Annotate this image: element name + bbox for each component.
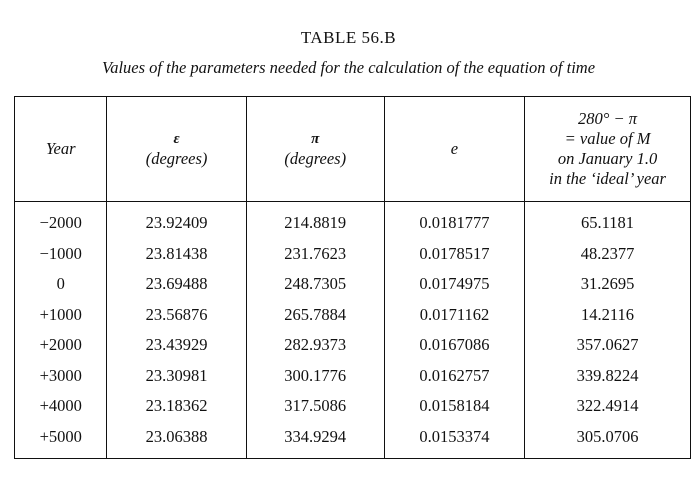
header-row xyxy=(15,97,691,202)
cell-obliquity: 23.92409 xyxy=(107,202,246,239)
table-row xyxy=(15,330,691,361)
table-row xyxy=(15,422,691,459)
header-epsilon-symbol: ε xyxy=(173,131,180,147)
table-title: TABLE 56.B xyxy=(300,28,397,47)
header-mean-anomaly xyxy=(525,97,691,202)
cell-year: +1000 xyxy=(15,300,107,331)
cell-mean-anomaly: 31.2695 xyxy=(525,269,691,300)
cell-obliquity: 23.06388 xyxy=(107,422,246,459)
cell-eccentricity: 0.0171162 xyxy=(384,300,524,331)
cell-obliquity: 23.81438 xyxy=(107,239,246,270)
header-year xyxy=(15,97,107,202)
table-row xyxy=(15,361,691,392)
header-m-line1: 280° − π xyxy=(578,109,638,128)
cell-obliquity: 23.30981 xyxy=(107,361,246,392)
cell-mean-anomaly: 322.4914 xyxy=(525,391,691,422)
header-pi-unit: (degrees) xyxy=(284,149,347,168)
cell-eccentricity: 0.0162757 xyxy=(384,361,524,392)
cell-year: +4000 xyxy=(15,391,107,422)
cell-mean-anomaly: 14.2116 xyxy=(525,300,691,331)
header-m-line3: on January 1.0 xyxy=(557,149,658,168)
header-obliquity xyxy=(107,97,246,202)
cell-year: 0 xyxy=(15,269,107,300)
cell-eccentricity: 0.0178517 xyxy=(384,239,524,270)
header-year-label: Year xyxy=(45,139,76,158)
table-row xyxy=(15,269,691,300)
cell-eccentricity: 0.0158184 xyxy=(384,391,524,422)
cell-eccentricity: 0.0153374 xyxy=(384,422,524,459)
parameters-table xyxy=(14,96,691,459)
header-m-line2: = value of M xyxy=(564,129,651,148)
cell-obliquity: 23.43929 xyxy=(107,330,246,361)
cell-perihelion: 334.9294 xyxy=(246,422,384,459)
header-e-label: e xyxy=(450,139,459,158)
cell-perihelion: 282.9373 xyxy=(246,330,384,361)
cell-eccentricity: 0.0174975 xyxy=(384,269,524,300)
cell-obliquity: 23.18362 xyxy=(107,391,246,422)
table-row xyxy=(15,202,691,239)
cell-year: −2000 xyxy=(15,202,107,239)
cell-mean-anomaly: 339.8224 xyxy=(525,361,691,392)
cell-mean-anomaly: 357.0627 xyxy=(525,330,691,361)
cell-year: −1000 xyxy=(15,239,107,270)
cell-year: +3000 xyxy=(15,361,107,392)
cell-year: +2000 xyxy=(15,330,107,361)
cell-obliquity: 23.69488 xyxy=(107,269,246,300)
header-epsilon-unit: (degrees) xyxy=(145,149,208,168)
header-perihelion xyxy=(246,97,384,202)
header-eccentricity xyxy=(384,97,524,202)
header-pi-symbol: π xyxy=(311,131,320,147)
cell-eccentricity: 0.0181777 xyxy=(384,202,524,239)
cell-perihelion: 214.8819 xyxy=(246,202,384,239)
cell-eccentricity: 0.0167086 xyxy=(384,330,524,361)
cell-mean-anomaly: 305.0706 xyxy=(525,422,691,459)
cell-year: +5000 xyxy=(15,422,107,459)
table-row xyxy=(15,239,691,270)
cell-perihelion: 317.5086 xyxy=(246,391,384,422)
table-row xyxy=(15,300,691,331)
table-caption: Values of the parameters needed for the calculation of the equation of time xyxy=(101,58,596,77)
cell-perihelion: 248.7305 xyxy=(246,269,384,300)
cell-perihelion: 231.7623 xyxy=(246,239,384,270)
cell-mean-anomaly: 48.2377 xyxy=(525,239,691,270)
cell-perihelion: 300.1776 xyxy=(246,361,384,392)
cell-mean-anomaly: 65.1181 xyxy=(525,202,691,239)
cell-obliquity: 23.56876 xyxy=(107,300,246,331)
table-row xyxy=(15,391,691,422)
cell-perihelion: 265.7884 xyxy=(246,300,384,331)
header-m-line4: in the ‘ideal’ year xyxy=(549,169,666,188)
